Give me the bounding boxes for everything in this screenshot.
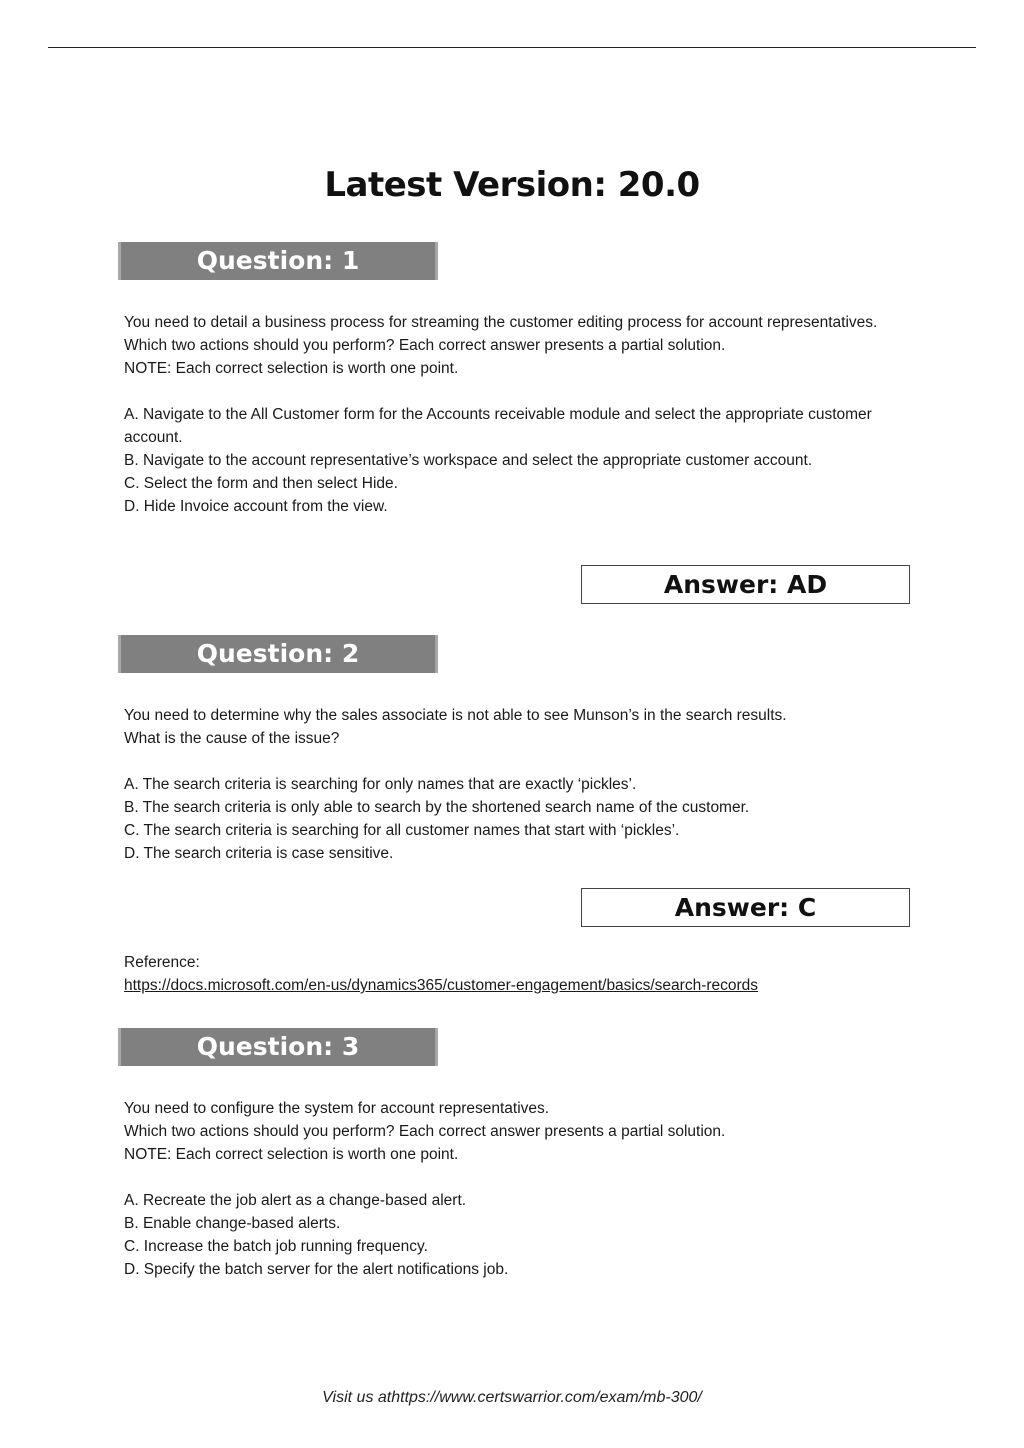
question-1-header: Question: 1 (118, 242, 438, 280)
question-2-body (124, 704, 900, 865)
header-rule (48, 47, 976, 48)
reference-link[interactable]: https://docs.microsoft.com/en-us/dynamics365/customer-engagement/basics/search-records (124, 977, 759, 994)
question-3-stem-line: NOTE: Each correct selection is worth one point. (124, 1146, 459, 1163)
question-3-option-d: D. Specify the batch server for the alert notifications job. (124, 1261, 509, 1278)
question-1-stem-line: NOTE: Each correct selection is worth one point. (124, 360, 459, 377)
question-3-option-c: C. Increase the batch job running frequency. (124, 1238, 428, 1255)
question-2-option-c: C. The search criteria is searching for all customer names that start with ‘pickles’. (124, 822, 680, 839)
question-1-stem-line: You need to detail a business process for streaming the customer editing process for account representatives. (124, 314, 878, 331)
question-2-option-b: B. The search criteria is only able to search by the shortened search name of the customer. (124, 799, 750, 816)
question-3-header: Question: 3 (118, 1028, 438, 1066)
question-2-answer: Answer: C (581, 888, 910, 927)
question-1-option-a: A. Navigate to the All Customer form for the Accounts receivable module and select the appropriate customer account. (124, 406, 872, 446)
question-2-stem-line: You need to determine why the sales associate is not able to see Munson’s in the search results. (124, 707, 787, 724)
reference-label: Reference: (124, 954, 200, 971)
footer-visit-link[interactable]: Visit us athttps://www.certswarrior.com/exam/mb-300/ (322, 1389, 702, 1406)
question-2-option-d: D. The search criteria is case sensitive. (124, 845, 394, 862)
question-3-stem-line: You need to configure the system for account representatives. (124, 1100, 550, 1117)
question-1-answer: Answer: AD (581, 565, 910, 604)
page-title: Latest Version: 20.0 (324, 165, 700, 205)
question-3-option-b: B. Enable change-based alerts. (124, 1215, 341, 1232)
question-2-header: Question: 2 (118, 635, 438, 673)
question-1-stem-line: Which two actions should you perform? Each correct answer presents a partial solution. (124, 337, 726, 354)
question-2-stem-line: What is the cause of the issue? (124, 730, 340, 747)
question-3-option-a: A. Recreate the job alert as a change-based alert. (124, 1192, 467, 1209)
question-3-stem-line: Which two actions should you perform? Each correct answer presents a partial solution. (124, 1123, 726, 1140)
question-1-body (124, 311, 900, 518)
question-1-option-d: D. Hide Invoice account from the view. (124, 498, 388, 515)
question-1-option-c: C. Select the form and then select Hide. (124, 475, 398, 492)
question-3-body (124, 1097, 900, 1281)
question-2-reference (124, 951, 900, 997)
question-1-option-b: B. Navigate to the account representative’s workspace and select the appropriate customer account. (124, 452, 813, 469)
question-2-option-a: A. The search criteria is searching for only names that are exactly ‘pickles’. (124, 776, 637, 793)
